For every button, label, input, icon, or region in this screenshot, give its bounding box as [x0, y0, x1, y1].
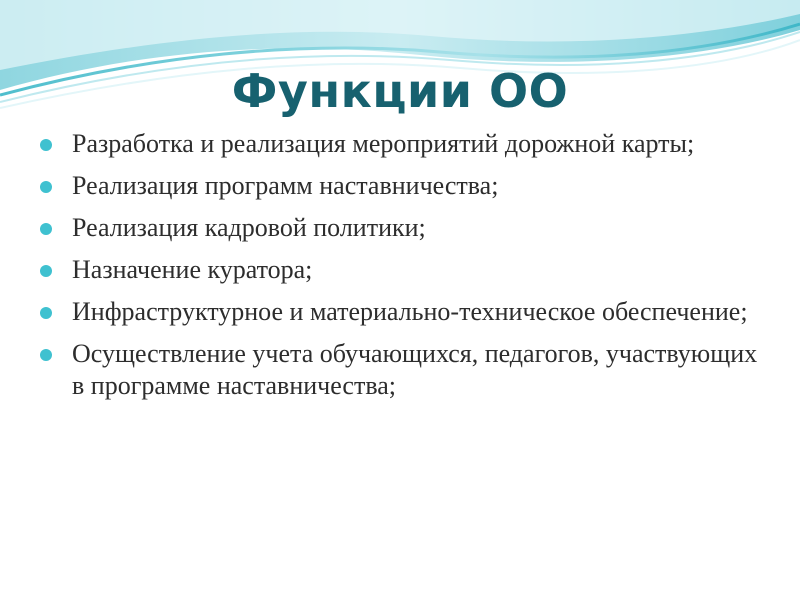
list-item-text: Назначение куратора; [72, 255, 313, 284]
list-item [40, 128, 760, 160]
bullet-icon [40, 307, 52, 319]
bullet-icon [40, 139, 52, 151]
list-item-text: Разработка и реализация мероприятий дорожной карты; [72, 129, 695, 158]
list-item-text: Реализация программ наставничества; [72, 171, 499, 200]
list-item [40, 296, 760, 328]
list-item [40, 212, 760, 244]
bullet-icon [40, 349, 52, 361]
list-item-text: Реализация кадровой политики; [72, 213, 426, 242]
bullet-icon [40, 223, 52, 235]
list-item-text: Осуществление учета обучающихся, педагогов, участвующих в программе наставничества; [72, 339, 758, 400]
list-item-text: Инфраструктурное и материально-техническое обеспечение; [72, 297, 748, 326]
list-item [40, 338, 760, 402]
bullet-icon [40, 265, 52, 277]
list-item [40, 254, 760, 286]
list-item [40, 170, 760, 202]
slide-title: Функции ОО [231, 64, 569, 118]
bullet-icon [40, 181, 52, 193]
bullet-list [40, 128, 760, 412]
